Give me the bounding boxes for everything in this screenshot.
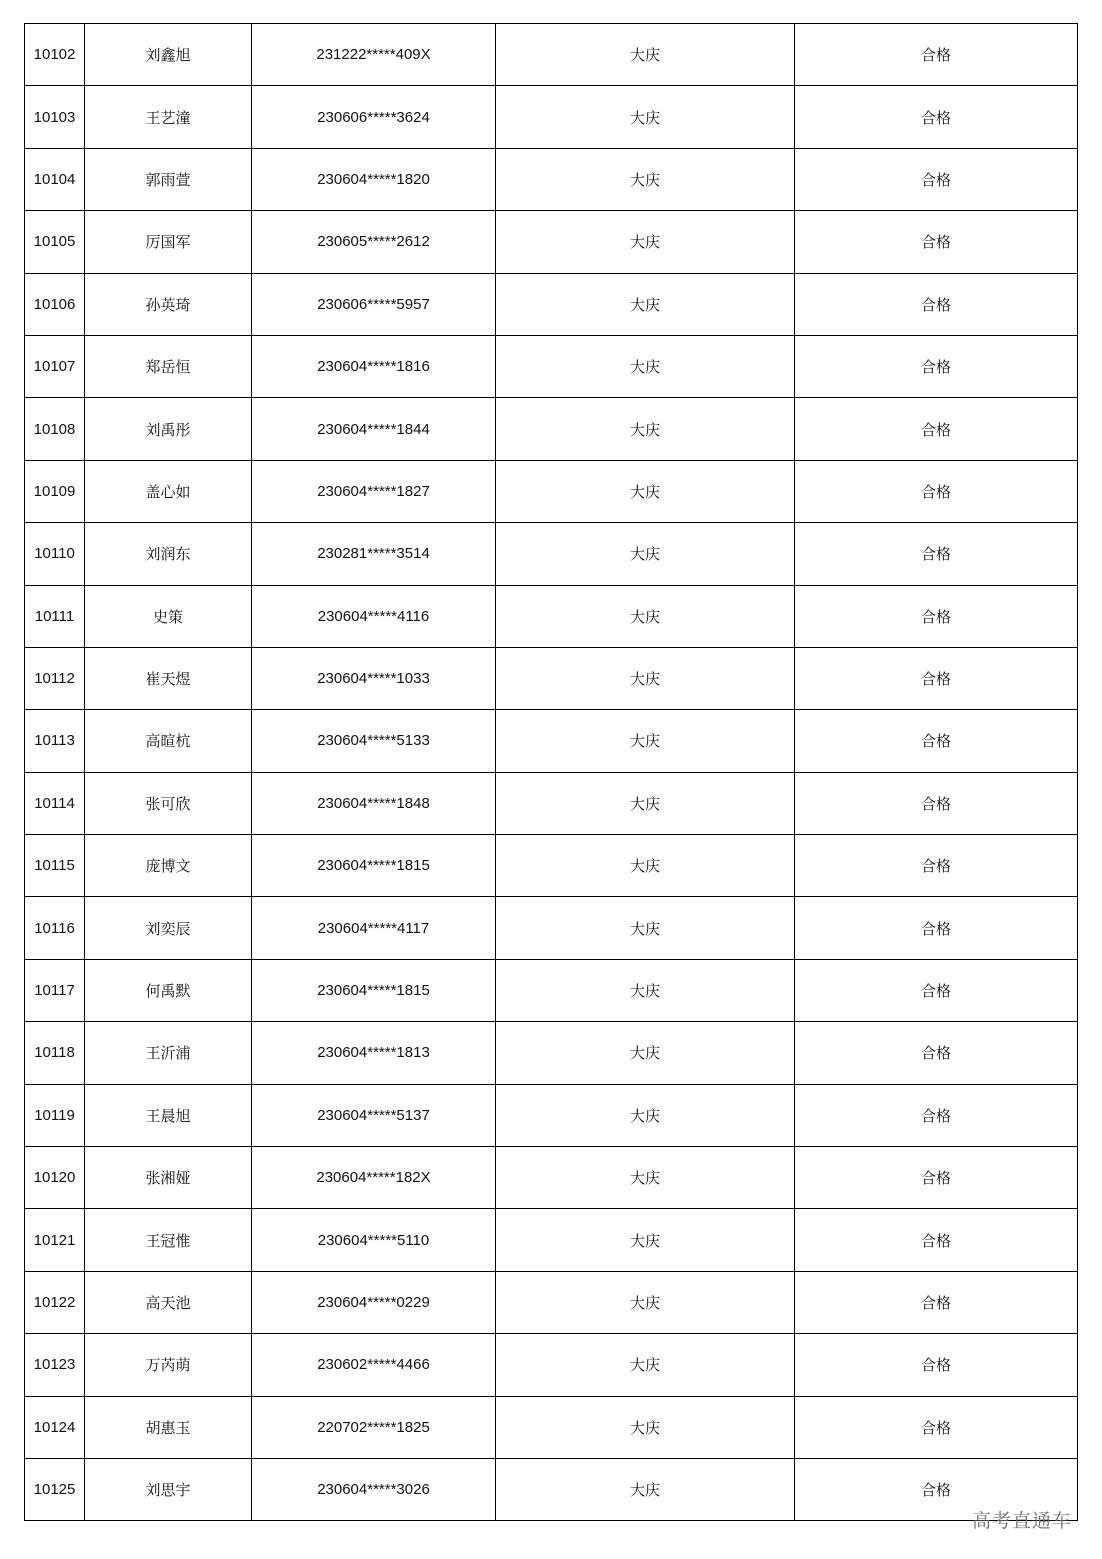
result-status: 合格 [795, 211, 1078, 273]
row-number: 10102 [25, 24, 85, 86]
table-row [25, 398, 1078, 460]
student-name: 何禹默 [85, 959, 252, 1021]
city: 大庆 [496, 959, 795, 1021]
student-name: 高天池 [85, 1271, 252, 1333]
table-row [25, 959, 1078, 1021]
result-status: 合格 [795, 647, 1078, 709]
table-row [25, 710, 1078, 772]
table-row [25, 211, 1078, 273]
result-status: 合格 [795, 148, 1078, 210]
row-number: 10117 [25, 959, 85, 1021]
student-name: 万芮萌 [85, 1334, 252, 1396]
table-row [25, 772, 1078, 834]
row-number: 10119 [25, 1084, 85, 1146]
id-number: 230604*****1033 [252, 647, 496, 709]
row-number: 10105 [25, 211, 85, 273]
row-number: 10114 [25, 772, 85, 834]
table-row [25, 1458, 1078, 1520]
row-number: 10123 [25, 1334, 85, 1396]
id-number: 230604*****1827 [252, 460, 496, 522]
id-number: 231222*****409X [252, 24, 496, 86]
row-number: 10108 [25, 398, 85, 460]
table-row [25, 273, 1078, 335]
city: 大庆 [496, 24, 795, 86]
student-name: 王沂浦 [85, 1022, 252, 1084]
result-status: 合格 [795, 1022, 1078, 1084]
id-number: 230604*****182X [252, 1147, 496, 1209]
row-number: 10120 [25, 1147, 85, 1209]
table-row [25, 1147, 1078, 1209]
city: 大庆 [496, 335, 795, 397]
student-name: 郑岳恒 [85, 335, 252, 397]
row-number: 10125 [25, 1458, 85, 1520]
id-number: 230604*****5137 [252, 1084, 496, 1146]
city: 大庆 [496, 460, 795, 522]
row-number: 10122 [25, 1271, 85, 1333]
table-row [25, 335, 1078, 397]
student-name: 刘润东 [85, 523, 252, 585]
result-status: 合格 [795, 585, 1078, 647]
table-row [25, 1334, 1078, 1396]
city: 大庆 [496, 585, 795, 647]
row-number: 10107 [25, 335, 85, 397]
row-number: 10121 [25, 1209, 85, 1271]
result-status: 合格 [795, 398, 1078, 460]
id-number: 230604*****1816 [252, 335, 496, 397]
city: 大庆 [496, 835, 795, 897]
row-number: 10106 [25, 273, 85, 335]
result-status: 合格 [795, 460, 1078, 522]
student-name: 胡惠玉 [85, 1396, 252, 1458]
student-name: 王冠惟 [85, 1209, 252, 1271]
city: 大庆 [496, 1022, 795, 1084]
row-number: 10124 [25, 1396, 85, 1458]
table-row [25, 585, 1078, 647]
city: 大庆 [496, 710, 795, 772]
table-row [25, 523, 1078, 585]
id-number: 220702*****1825 [252, 1396, 496, 1458]
id-number: 230604*****1815 [252, 959, 496, 1021]
row-number: 10109 [25, 460, 85, 522]
row-number: 10103 [25, 86, 85, 148]
table-row [25, 1396, 1078, 1458]
row-number: 10112 [25, 647, 85, 709]
row-number: 10104 [25, 148, 85, 210]
result-status: 合格 [795, 273, 1078, 335]
row-number: 10116 [25, 897, 85, 959]
student-name: 刘思宇 [85, 1458, 252, 1520]
result-status: 合格 [795, 523, 1078, 585]
id-number: 230604*****0229 [252, 1271, 496, 1333]
roster-body [25, 24, 1078, 1521]
id-number: 230605*****2612 [252, 211, 496, 273]
city: 大庆 [496, 148, 795, 210]
table-row [25, 897, 1078, 959]
city: 大庆 [496, 647, 795, 709]
row-number: 10113 [25, 710, 85, 772]
student-name: 张可欣 [85, 772, 252, 834]
result-status: 合格 [795, 1084, 1078, 1146]
student-name: 孙英琦 [85, 273, 252, 335]
watermark: 高考直通车 [971, 1510, 1072, 1532]
result-status: 合格 [795, 24, 1078, 86]
student-name: 郭雨萱 [85, 148, 252, 210]
table-row [25, 1271, 1078, 1333]
city: 大庆 [496, 1334, 795, 1396]
student-name: 王艺潼 [85, 86, 252, 148]
table-row [25, 1084, 1078, 1146]
table-row [25, 460, 1078, 522]
result-status: 合格 [795, 1271, 1078, 1333]
result-status: 合格 [795, 897, 1078, 959]
result-status: 合格 [795, 335, 1078, 397]
result-status: 合格 [795, 959, 1078, 1021]
student-name: 刘禹彤 [85, 398, 252, 460]
result-status: 合格 [795, 1147, 1078, 1209]
city: 大庆 [496, 1209, 795, 1271]
city: 大庆 [496, 398, 795, 460]
id-number: 230604*****4116 [252, 585, 496, 647]
student-name: 史策 [85, 585, 252, 647]
row-number: 10115 [25, 835, 85, 897]
id-number: 230604*****3026 [252, 1458, 496, 1520]
id-number: 230604*****1848 [252, 772, 496, 834]
table-row [25, 24, 1078, 86]
result-status: 合格 [795, 835, 1078, 897]
id-number: 230604*****1815 [252, 835, 496, 897]
id-number: 230606*****5957 [252, 273, 496, 335]
student-name: 刘鑫旭 [85, 24, 252, 86]
student-name: 庞博文 [85, 835, 252, 897]
result-status: 合格 [795, 772, 1078, 834]
student-name: 厉国军 [85, 211, 252, 273]
result-status: 合格 [795, 1458, 1078, 1520]
student-name: 张湘娅 [85, 1147, 252, 1209]
row-number: 10110 [25, 523, 85, 585]
city: 大庆 [496, 211, 795, 273]
id-number: 230604*****5133 [252, 710, 496, 772]
result-status: 合格 [795, 86, 1078, 148]
row-number: 10111 [25, 585, 85, 647]
table-row [25, 1022, 1078, 1084]
city: 大庆 [496, 273, 795, 335]
student-name: 刘奕辰 [85, 897, 252, 959]
id-number: 230604*****1844 [252, 398, 496, 460]
table-row [25, 1209, 1078, 1271]
city: 大庆 [496, 1458, 795, 1520]
student-name: 崔天煜 [85, 647, 252, 709]
id-number: 230604*****1820 [252, 148, 496, 210]
city: 大庆 [496, 86, 795, 148]
student-name: 王晨旭 [85, 1084, 252, 1146]
roster-table [24, 23, 1078, 1521]
table-row [25, 835, 1078, 897]
result-status: 合格 [795, 710, 1078, 772]
result-status: 合格 [795, 1396, 1078, 1458]
table-row [25, 647, 1078, 709]
city: 大庆 [496, 523, 795, 585]
city: 大庆 [496, 772, 795, 834]
student-name: 高暄杭 [85, 710, 252, 772]
city: 大庆 [496, 1084, 795, 1146]
city: 大庆 [496, 1396, 795, 1458]
city: 大庆 [496, 1271, 795, 1333]
id-number: 230281*****3514 [252, 523, 496, 585]
result-status: 合格 [795, 1334, 1078, 1396]
table-row [25, 86, 1078, 148]
student-name: 盖心如 [85, 460, 252, 522]
city: 大庆 [496, 897, 795, 959]
id-number: 230604*****4117 [252, 897, 496, 959]
id-number: 230604*****5110 [252, 1209, 496, 1271]
city: 大庆 [496, 1147, 795, 1209]
table-row [25, 148, 1078, 210]
id-number: 230604*****1813 [252, 1022, 496, 1084]
id-number: 230606*****3624 [252, 86, 496, 148]
row-number: 10118 [25, 1022, 85, 1084]
id-number: 230602*****4466 [252, 1334, 496, 1396]
result-status: 合格 [795, 1209, 1078, 1271]
